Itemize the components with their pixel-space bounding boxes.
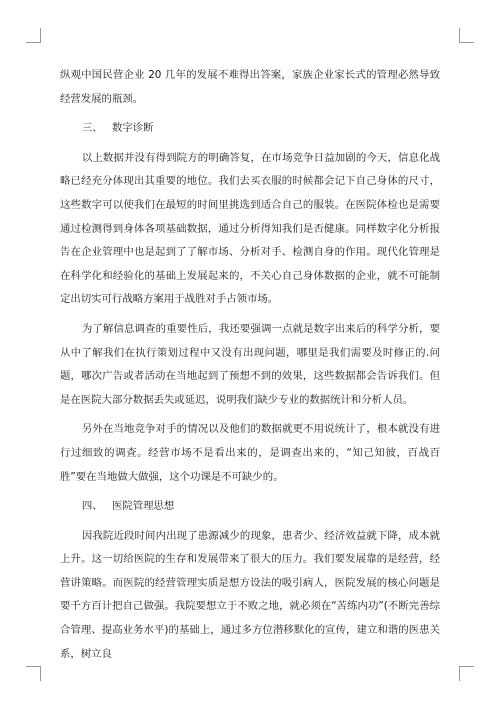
section-number: 三、 xyxy=(81,122,103,135)
paragraph: 因我院近段时间内出现了患源减少的现象，患者少、经济效益就下降，成本就上升。这一切给医院的生存和发展带来了很大的压力。我们要发展靠的是经营，经营讲策略。而医院的经营管理实质是想方设法的吸引病人，医院发展的核心问题是要千方百计把自己做强。我院要想立于不败之地，就必须在“苦练内功”(不断完善综合管理、提高业务水平)的基础上，通过多方位潜移默化的宣传，建立和谐的医患关系，树立良 xyxy=(60,529,440,660)
crop-mark-top-right xyxy=(459,28,474,43)
paragraph: 另外在当地竞争对手的情况以及他们的数据就更不用说统计了，根本就没有进行过细致的调查。经营市场不是看出来的，是调查出来的，“知己知彼，百战百胜”要在当地做大做强，这个功课是不可缺少的。 xyxy=(60,423,440,483)
document-body xyxy=(60,64,440,666)
section-heading-digital-diagnosis xyxy=(60,117,440,141)
section-number: 四、 xyxy=(81,500,103,513)
section-heading-hospital-management xyxy=(60,495,440,519)
paragraph-continuation: 纵观中国民营企业 20 几年的发展不难得出答案，家族企业家长式的管理必然导致经营发展的瓶颈。 xyxy=(60,69,440,105)
section-title: 医院管理思想 xyxy=(111,500,175,513)
crop-mark-bottom-left xyxy=(26,666,41,681)
crop-mark-bottom-right xyxy=(459,666,474,681)
section-title: 数字诊断 xyxy=(111,122,154,135)
paragraph: 为了解信息调查的重要性后，我还要强调一点就是数字出来后的科学分析，要从中了解我们在执行策划过程中又没有出现问题，哪里是我们需要及时修正的.问题，哪次广告或者活动在当地起到了预想不到的效果，这些数据都会告诉我们。但是在医院大部分数据丢失或延迟，说明我们缺少专业的数据统计和分析人员。 xyxy=(60,322,440,406)
crop-mark-top-left xyxy=(26,28,41,43)
paragraph: 以上数据并没有得到院方的明确答复，在市场竞争日益加剧的今天，信息化战略已经充分体现出其重要的地位。我们去买衣服的时候都会记下自己身体的尺寸，这些数字可以使我们在最短的时间里挑选到适合自己的服装。在医院体检也是需要通过检测得到身体各项基础数据，通过分析得知我们是否健康。同样数字化分析报告在企业管理中也是起到了了解市场、分析对手、检测自身的作用。现代化管理是在科学化和经验化的基础上发展起来的，不关心自己身体数据的企业，就不可能制定出切实可行战略方案用于战胜对手占领市场。 xyxy=(60,151,440,306)
